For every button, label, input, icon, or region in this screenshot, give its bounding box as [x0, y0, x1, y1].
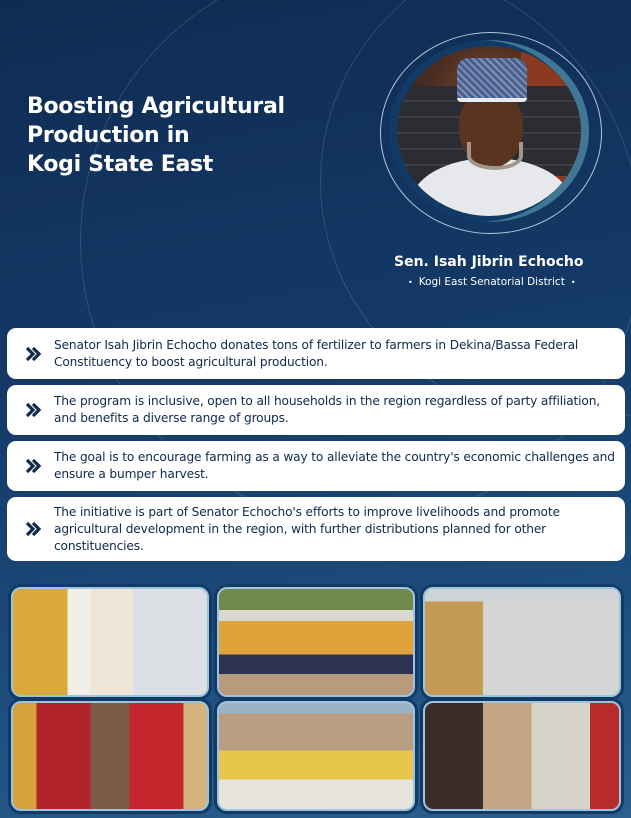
title-line: Production in	[27, 123, 190, 148]
key-point-text: The goal is to encourage farming as a way to alleviate the country's economic challenges and ensure a bumper harvest.	[54, 450, 615, 481]
double-chevron-right-icon	[24, 344, 44, 364]
page-title	[27, 92, 285, 179]
key-point-text: The initiative is part of Senator Echocho's efforts to improve livelihoods and promote agricultural development in the region, with further distributions planned for other constituencies.	[54, 504, 560, 553]
gallery-photo	[11, 701, 209, 811]
title-line: Kogi State East	[27, 152, 214, 177]
bullet-icon: •	[408, 278, 413, 287]
gallery-photo	[423, 587, 621, 697]
senatorial-district	[402, 276, 582, 288]
key-point-card	[7, 441, 625, 491]
senator-name: Sen. Isah Jibrin Echocho	[394, 254, 584, 270]
senator-portrait	[397, 46, 581, 216]
gallery-photo	[217, 701, 415, 811]
key-point-card	[7, 328, 625, 379]
double-chevron-right-icon	[24, 519, 44, 539]
key-point-text: Senator Isah Jibrin Echocho donates tons of fertilizer to farmers in Dekina/Bassa Federal Constituency to boost agricultural production.	[54, 337, 579, 369]
double-chevron-right-icon	[24, 400, 44, 420]
key-point-text: The program is inclusive, open to all households in the region regardless of party affiliation, and benefits a diverse range of groups.	[54, 394, 601, 425]
double-chevron-right-icon	[24, 456, 44, 476]
key-points-list	[7, 328, 625, 567]
gallery-photo	[217, 587, 415, 697]
gallery-photo	[11, 587, 209, 697]
key-point-card	[7, 497, 625, 561]
district-label: Kogi East Senatorial District	[418, 276, 565, 288]
bullet-icon: •	[570, 278, 576, 287]
gallery-photo	[423, 701, 621, 811]
key-point-card	[7, 385, 625, 435]
title-line: Boosting Agricultural	[27, 94, 285, 119]
